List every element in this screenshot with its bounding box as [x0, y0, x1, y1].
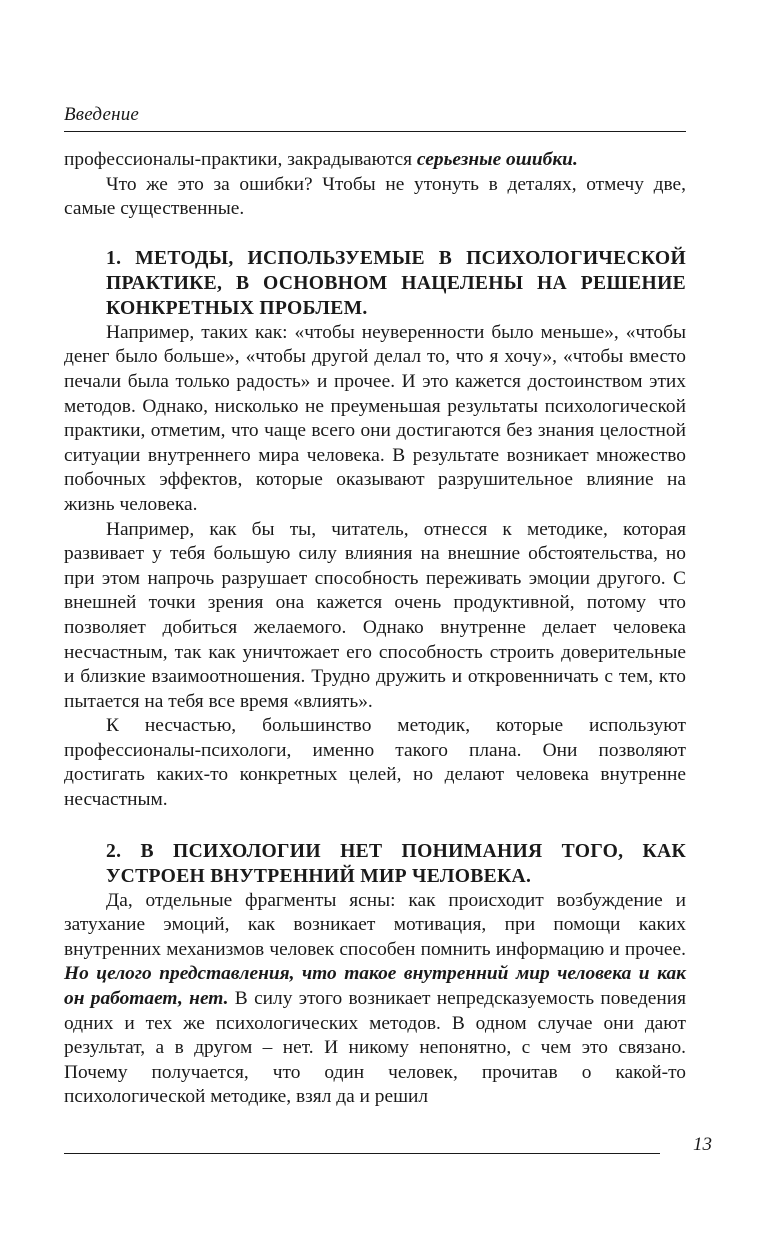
paragraph: Что же это за ошибки? Чтобы не утонуть в деталях, отмечу две, самые существенные.	[64, 173, 686, 220]
paragraph: К несчастью, большинство методик, которые используют профессионалы-психологи, именно такого плана. Они позволяют достигать каких-то конкретных целей, но делают человека внутренне несчастным.	[64, 715, 686, 811]
running-head: Введение	[64, 104, 140, 125]
section-heading-2: 2. В ПСИХОЛОГИИ НЕТ ПОНИМАНИЯ ТОГО, КАК УСТРОЕН ВНУТРЕННИЙ МИР ЧЕЛОВЕКА.	[106, 840, 686, 887]
page-number: 13	[693, 1134, 712, 1155]
paragraph	[64, 889, 686, 1110]
paragraph: Например, таких как: «чтобы неуверенности было меньше», «чтобы денег было больше», «чтобы другой делал то, что я хочу», «чтобы вместо печали была только радость» и прочее. И это кажется достоинством этих методов. Однако, нисколько не преуменьшая результаты психологической практики, отметим, что чаще всего они достигаются без знания целостной ситуации внутреннего мира человека. В результате возникает множество побочных эффектов, которые оказывают разрушительное влияние на жизнь человека.	[64, 321, 686, 515]
paragraph: Например, как бы ты, читатель, отнесся к методике, которая развивает у тебя большую силу влияния на внешние обстоятельства, но при этом напрочь разрушает способность переживать эмоции другого. С внешней точки зрения она кажется очень продуктивной, потому что позволяет добиться желаемого. Однако внутренне делает человека несчастным, так как уничтожает его способность строить доверительные и близкие взаимоотношения. Трудно дружить и откровенничать с тем, кто пытается на тебя все время «влиять».	[64, 518, 686, 712]
paragraph-continuation	[64, 148, 686, 173]
emphasis-text: Но целого представления, что такое внутренний мир человека и как он работает, нет.	[64, 963, 686, 1010]
section-heading-1: 1. МЕТОДЫ, ИСПОЛЬЗУЕМЫЕ В ПСИХОЛОГИЧЕСКОЙ ПРАКТИКЕ, В ОСНОВНОМ НАЦЕЛЕНЫ НА РЕШЕНИЕ КОНКРЕТНЫХ ПРОБЛЕМ.	[106, 247, 686, 319]
footer-rule	[64, 1153, 660, 1154]
paragraph-text: профессионалы-практики, закрадываются	[64, 149, 417, 170]
page-body	[64, 148, 686, 1110]
header-rule	[64, 131, 686, 132]
emphasis-text: серьезные ошибки.	[416, 149, 578, 170]
paragraph-text: В силу этого возникает непредсказуемость поведения одних и тех же психологических методов. В одном случае они дают результат, а в другом – нет. И никому непонятно, с чем это связано. Почему получается, что один человек, прочитав о какой-то психологической методике, взял да и решил	[64, 988, 686, 1108]
paragraph-text: Да, отдельные фрагменты ясны: как происходит возбуждение и затухание эмоций, как возникает мотивация, при помощи каких внутренних механизмов человек способен помнить информацию и прочее.	[64, 889, 686, 960]
